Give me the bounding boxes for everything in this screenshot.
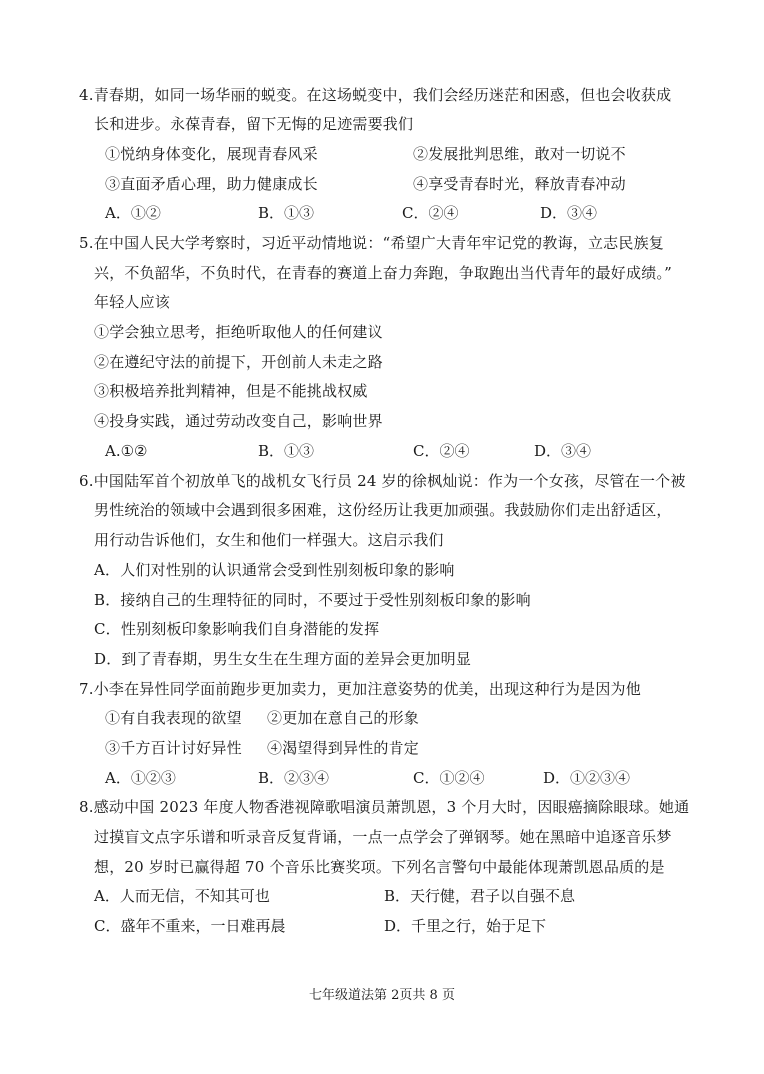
option-a: A.①② bbox=[105, 442, 148, 460]
statement-item: ②在遵纪守法的前提下，开创前人未走之路 bbox=[94, 353, 383, 371]
page-footer: 七年级道法第 2页共 8 页 bbox=[309, 988, 455, 1003]
option-d: D．到了青春期，男生女生在生理方面的差异会更加明显 bbox=[94, 650, 472, 668]
answer-options-row-1 bbox=[0, 886, 764, 906]
option-a: A．①②③ bbox=[105, 769, 176, 787]
question-stem-line: 5.在中国人民大学考察时，习近平动情地说：“希望广大青年牢记党的教诲，立志民族复 bbox=[79, 234, 664, 252]
option-c: C．①②④ bbox=[413, 769, 485, 787]
option-d: D．千里之行，始于足下 bbox=[384, 917, 547, 935]
option-b: B．接纳自己的生理特征的同时，不要过于受性别刻板印象的影响 bbox=[94, 591, 531, 609]
answer-options bbox=[0, 203, 764, 223]
option-a: A．人们对性别的认识通常会受到性别刻板印象的影响 bbox=[94, 561, 455, 579]
option-c: C．②④ bbox=[402, 204, 459, 222]
option-c: C．盛年不重来，一日难再晨 bbox=[94, 917, 286, 935]
option-d: D．③④ bbox=[534, 442, 592, 460]
question-stem-line: 8.感动中国 2023 年度人物香港视障歌唱演员萧凯恩，3 个月大时，因眼癌摘除眼球。她通 bbox=[79, 798, 690, 816]
question-stem-line: 6.中国陆军首个初放单飞的战机女飞行员 24 岁的徐枫灿说：作为一个女孩，尽管在一个被 bbox=[79, 472, 686, 490]
statement-item: ①学会独立思考，拒绝听取他人的任何建议 bbox=[94, 323, 383, 341]
question-stem-line: 男性统治的领域中会遇到很多困难，这份经历让我更加顽强。我鼓励你们走出舒适区， bbox=[94, 501, 672, 519]
option-b: B．②③④ bbox=[258, 769, 330, 787]
option-a: A．①② bbox=[105, 204, 161, 222]
statement-item: ④投身实践，通过劳动改变自己，影响世界 bbox=[94, 412, 383, 430]
statement-item: ④享受青春时光，释放青春冲动 bbox=[413, 175, 626, 193]
question-stem-line: 用行动告诉他们，女生和他们一样强大。这启示我们 bbox=[94, 531, 444, 549]
answer-options bbox=[0, 768, 764, 788]
option-a: A．人而无信，不知其可也 bbox=[94, 887, 270, 905]
statement-item: ③直面矛盾心理，助力健康成长 bbox=[105, 175, 318, 193]
option-b: B．①③ bbox=[258, 204, 315, 222]
statement-item: ②更加在意自己的形象 bbox=[267, 709, 420, 727]
question-stem-line: 7.小李在异性同学面前跑步更加卖力，更加注意姿势的优美，出现这种行为是因为他 bbox=[79, 680, 641, 698]
statement-item: ④渴望得到异性的肯定 bbox=[267, 739, 420, 757]
statement-item: ③千方百计讨好异性 bbox=[105, 739, 242, 757]
question-stem-line: 长和进步。永葆青春，留下无悔的足迹需要我们 bbox=[94, 115, 414, 133]
answer-options-row-2 bbox=[0, 916, 764, 936]
option-b: B．天行健，君子以自强不息 bbox=[384, 887, 576, 905]
question-stem-line: 过摸盲文点字乐谱和听录音反复背诵，一点一点学会了弹钢琴。她在黑暗中追逐音乐梦 bbox=[94, 828, 672, 846]
option-c: C．②④ bbox=[413, 442, 470, 460]
statement-item: ③积极培养批判精神，但是不能挑战权威 bbox=[94, 382, 368, 400]
statement-item: ①有自我表现的欲望 bbox=[105, 709, 242, 727]
option-d: D．①②③④ bbox=[543, 769, 631, 787]
question-stem-line: 4.青春期，如同一场华丽的蜕变。在这场蜕变中，我们会经历迷茫和困惑，但也会收获成 bbox=[79, 86, 672, 104]
statement-item: ①悦纳身体变化，展现青春风采 bbox=[105, 145, 318, 163]
answer-options bbox=[0, 441, 764, 461]
option-d: D．③④ bbox=[540, 204, 598, 222]
question-stem-line: 年轻人应该 bbox=[94, 293, 171, 311]
question-stem-line: 想，20 岁时已赢得超 70 个音乐比赛奖项。下列名言警句中最能体现萧凯恩品质的是 bbox=[94, 858, 665, 876]
option-b: B．①③ bbox=[258, 442, 315, 460]
question-stem-line: 兴，不负韶华，不负时代，在青春的赛道上奋力奔跑，争取跑出当代青年的最好成绩。” bbox=[94, 264, 672, 282]
option-c: C．性别刻板印象影响我们自身潜能的发挥 bbox=[94, 620, 380, 638]
statement-item: ②发展批判思维，敢对一切说不 bbox=[413, 145, 626, 163]
